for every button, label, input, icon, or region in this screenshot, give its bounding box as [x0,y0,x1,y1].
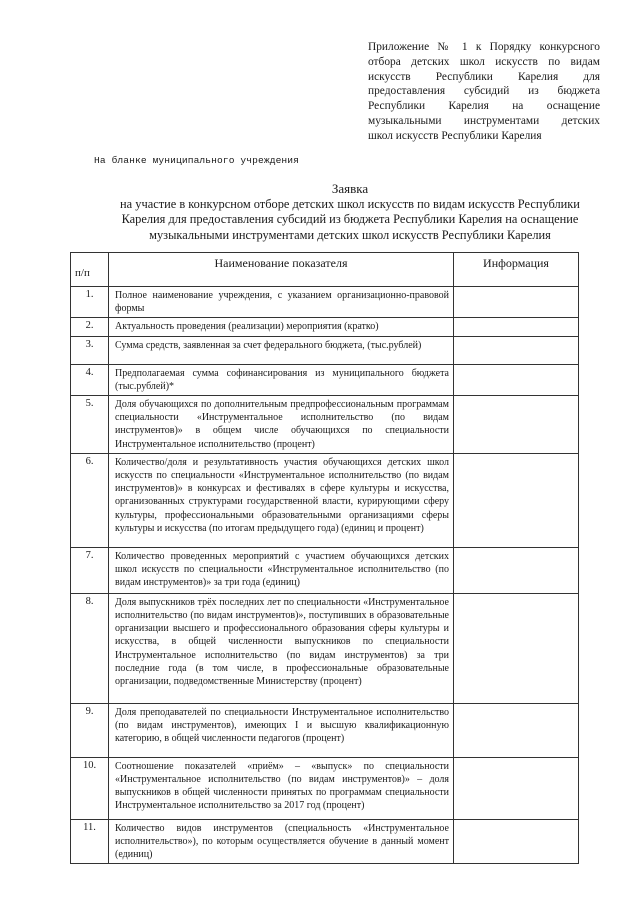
appendix-line: Приложение № 1 к Порядку конкурсного [368,41,600,53]
appendix-line: отбора детских школ искусств по видам [368,55,600,68]
table-row [71,547,579,593]
appendix-line: Республики Карелия на оснащение [368,100,600,113]
table-row [71,336,579,364]
row-number: 10. [71,757,109,819]
letterhead-note: На бланке муниципального учреждения [94,155,300,166]
row-information-cell[interactable] [454,593,579,703]
appendix-line: искусств Республики Карелия для [368,70,600,83]
title-line: Карелия для предоставления субсидий из бюджета Республики Карелия на оснащение [121,212,579,226]
row-information-cell[interactable] [454,453,579,547]
row-number: 3. [71,336,109,364]
title-word: Заявка [331,181,369,196]
row-indicator: Полное наименование учреждения, с указанием организационно-правовой формы [109,287,454,318]
row-indicator: Соотношение показателей «приём» – «выпуск» по специальности «Инструментальное исполнительство (по видам инструментов)» – доля выпускников в общей численности принятых по программам специальности Инструментальное исполнительство за 2017 год (процент) [109,757,454,819]
row-number: 6. [71,453,109,547]
row-information-cell[interactable] [454,364,579,395]
row-number: 11. [71,819,109,864]
appendix-line: предоставления субсидий из бюджета [368,85,600,98]
indicators-table [70,252,579,864]
header-indicator-name: Наименование показателя [109,253,454,287]
row-number: 9. [71,703,109,757]
appendix-line: музыкальными инструментами детских [368,114,600,127]
row-indicator: Количество проведенных мероприятий с участием обучающихся детских школ искусств по специальности «Инструментальное исполнительство (по видам инструментов)» за три года (единиц) [109,547,454,593]
table-row [71,757,579,819]
table-row [71,396,579,454]
row-indicator: Количество/доля и результативность участия обучающихся детских школ искусств по специальности «Инструментальное исполнительство (по видам инструментов)» в конкурсах и фестивалях в сфере культуры и искусства, организованных структурами государственной власти, курирующими сферу культуры, профессиональными образовательными организациями сферы культуры и искусства (по итогам предыдущего года) (единиц и процент) [109,453,454,547]
row-number: 4. [71,364,109,395]
row-indicator: Сумма средств, заявленная за счет федерального бюджета, (тыс.рублей) [109,336,454,364]
row-indicator: Доля обучающихся по дополнительным предпрофессиональным программам специальности «Инструментальное исполнительство (по видам инструментов)» в общем числе обучающихся по специальности Инструментальное исполнительство (процент) [109,396,454,454]
row-information-cell[interactable] [454,703,579,757]
row-information-cell[interactable] [454,757,579,819]
title-line: музыкальными инструментами детских школ искусств Республики Карелия [149,227,551,242]
table-row [71,318,579,336]
table-row [71,364,579,395]
row-information-cell[interactable] [454,819,579,864]
row-indicator: Доля выпускников трёх последних лет по специальности «Инструментальное исполнительство (по видам инструментов)», поступивших в образовательные организации высшего и профессионального образования сферы культуры и искусства, в общей численности выпускников по специальности Инструментальное исполнительство (по видам инструментов) за три последние года (в том числе, в профессиональные образовательные организации, подведомственные Министерству (процент) [109,593,454,703]
row-number: 5. [71,396,109,454]
table-row [71,287,579,318]
table-row [71,453,579,547]
row-indicator: Доля преподавателей по специальности Инструментальное исполнительство (по видам инструментов), имеющих I и высшую квалификационную категорию, в общей численности педагогов (процент) [109,703,454,757]
table-row [71,593,579,703]
appendix-note [368,40,600,144]
row-information-cell[interactable] [454,547,579,593]
row-information-cell[interactable] [454,336,579,364]
row-number: 1. [71,287,109,318]
appendix-line: школ искусств Республики Карелия [368,129,542,142]
row-indicator: Количество видов инструментов (специальность «Инструментальное исполнительство»), по которым осуществляется обучение в данный момент (единиц) [109,819,454,864]
table-header-row [71,253,579,287]
table-row [71,819,579,864]
row-information-cell[interactable] [454,287,579,318]
row-indicator: Предполагаемая сумма софинансирования из муниципального бюджета (тыс.рублей)* [109,364,454,395]
table-row [71,703,579,757]
header-number: п/п [71,253,109,287]
header-information: Информация [454,253,579,287]
row-information-cell[interactable] [454,318,579,336]
row-indicator: Актуальность проведения (реализации) мероприятия (кратко) [109,318,454,336]
row-number: 2. [71,318,109,336]
document-title [60,181,640,243]
title-line: на участие в конкурсном отборе детских школ искусств по видам искусств Республики [120,196,580,211]
row-information-cell[interactable] [454,396,579,454]
row-number: 7. [71,547,109,593]
row-number: 8. [71,593,109,703]
